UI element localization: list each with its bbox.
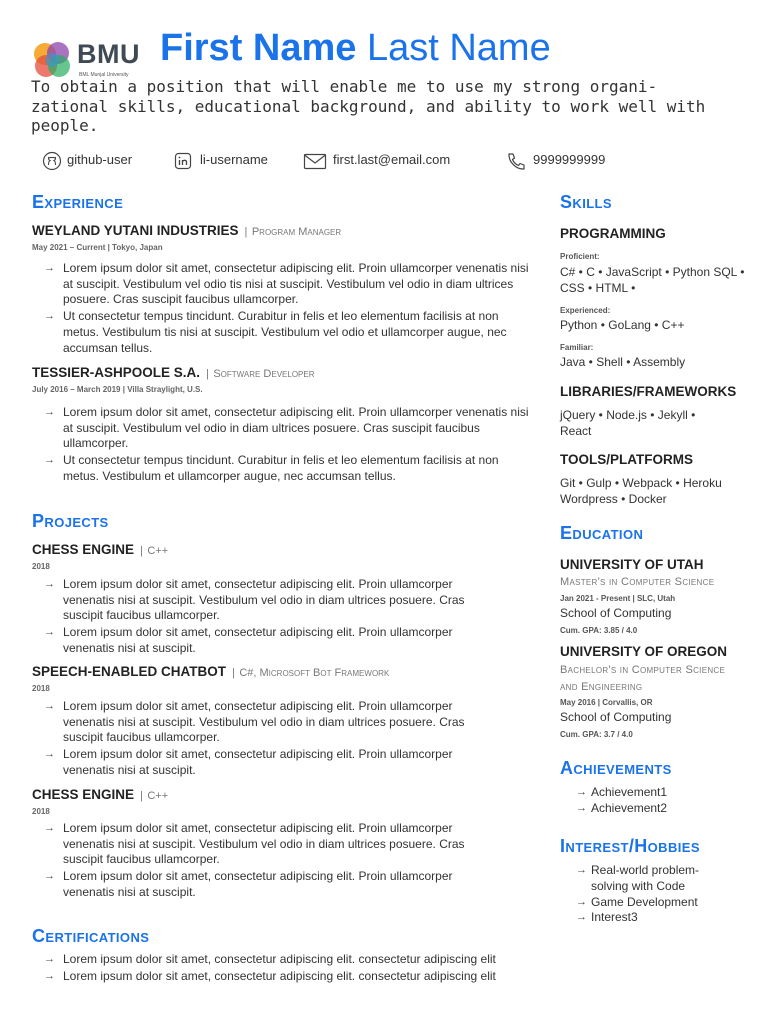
list-item: → Lorem ipsum dolor sit amet, consectetur adipiscing elit. Proin ullamcorper venenatis nisi at suscipit. Vestibulum vel odio tis nisi at suscipit. Vestibulum vel odio in diam ultrices posuere. Cras suscipit faucibus ullamcorper. [32, 261, 532, 308]
proficient-skills: C# • C • JavaScript • Python SQL • CSS • HTML • [560, 265, 745, 295]
experience-entry-1-dates-location: May 2021 – Current | Tokyo, Japan [32, 243, 163, 252]
first-name: First Name [160, 27, 357, 69]
project-1-bullets [32, 577, 502, 657]
project-name: CHESS ENGINE [32, 787, 135, 802]
phone-icon [505, 151, 527, 173]
libraries-skills: jQuery • Node.js • Jekyll • React [560, 408, 696, 438]
linkedin-username: li-username [200, 152, 268, 167]
list-item: → Lorem ipsum dolor sit amet, consectetur adipiscing elit. Proin ullamcorper venenatis nisi at suscipit. [32, 747, 502, 778]
tools-heading: TOOLS/PLATFORMS [560, 452, 693, 467]
tools-skills: Git • Gulp • Webpack • Heroku Wordpress • Docker [560, 476, 722, 506]
email-icon [303, 151, 327, 171]
college-name: School of Computing [560, 710, 672, 724]
github-icon [42, 151, 62, 171]
separator: | [140, 545, 143, 557]
candidate-name [160, 26, 551, 70]
job-title: Program Manager [251, 226, 342, 238]
achievements-heading: Achievements [560, 758, 672, 778]
logo-emblem-icon [32, 40, 72, 80]
list-item: → Lorem ipsum dolor sit amet, consectetur adipiscing elit. Proin ullamcorper venenatis nisi at suscipit. [32, 869, 502, 900]
list-item: → Lorem ipsum dolor sit amet, consectetur adipiscing elit. consectetur adipiscing elit [32, 969, 542, 985]
logo-text: BMU [77, 39, 140, 69]
objective-statement: To obtain a position that will enable me to use my strong organi- zational skills, educational background, and ability to work well with people. [31, 77, 706, 135]
project-name: CHESS ENGINE [32, 542, 135, 557]
employer-name: WEYLAND YUTANI INDUSTRIES [32, 223, 239, 238]
list-item: → Lorem ipsum dolor sit amet, consectetur adipiscing elit. Proin ullamcorper venenatis nisi at suscipit. Vestibulum vel odio in diam ultrices posuere. Cras suscipit faucibus ullamcorper. [32, 405, 532, 452]
experience-entry-2-dates-location: July 2016 – March 2019 | Villa Straylight, U.S. [32, 385, 203, 394]
interests-list [560, 863, 720, 926]
project-name: SPEECH-ENABLED CHATBOT [32, 664, 227, 679]
project-1-year: 2018 [32, 562, 50, 571]
list-item: → Ut consectetur tempus tincidunt. Curabitur in felis et leo elementum facilisis at non metus. Vestibulum tis nisi at suscipit. Vestibulum vel odio et ullamcorper augue, nec accumsan tellus. [32, 309, 532, 356]
project-tech: C++ [147, 790, 169, 802]
experience-heading: Experience [32, 192, 124, 212]
project-tech: C++ [147, 545, 169, 557]
employer-name: TESSIER-ASHPOOLE S.A. [32, 365, 201, 380]
experience-entry-2-bullets [32, 405, 532, 485]
list-item: → Achievement2 [560, 801, 750, 817]
proficient-label: Proficient: [560, 252, 600, 261]
list-item: → Lorem ipsum dolor sit amet, consectetur adipiscing elit. Proin ullamcorper venenatis nisi at suscipit. Vestibulum vel odio in diam ultrices posuere. Cras suscipit faucibus ullamcorper. [32, 577, 502, 624]
linkedin-icon [173, 151, 193, 171]
project-tech: C#, Microsoft Bot Framework [239, 667, 390, 679]
list-item: → Lorem ipsum dolor sit amet, consectetur adipiscing elit. Proin ullamcorper venenatis nisi at suscipit. [32, 625, 502, 656]
experience-entry-1-header [32, 222, 341, 240]
gpa: Cum. GPA: 3.85 / 4.0 [560, 626, 638, 635]
last-name: Last Name [366, 27, 551, 69]
project-3-bullets [32, 821, 502, 901]
separator: | [232, 667, 235, 679]
separator: | [206, 368, 209, 380]
university-logo [32, 38, 144, 82]
list-item: → Lorem ipsum dolor sit amet, consectetur adipiscing elit. Proin ullamcorper venenatis nisi at suscipit. Vestibulum vel odio in diam ultrices posuere. Cras suscipit faucibus ullamcorper. [32, 699, 502, 746]
experience-entry-2-header [32, 364, 315, 382]
project-2-year: 2018 [32, 684, 50, 693]
phone-number: 9999999999 [533, 152, 606, 167]
gpa: Cum. GPA: 3.7 / 4.0 [560, 730, 633, 739]
interests-heading: Interest/Hobbies [560, 836, 700, 856]
list-item: → Ut consectetur tempus tincidunt. Curabitur in felis et leo elementum facilisis at non metus. Vestibulum et ullamcorper augue, nec accumsan tellus. [32, 453, 532, 484]
achievements-list [560, 785, 750, 817]
project-3-header [32, 786, 168, 804]
education-dates-location: May 2016 | Corvallis, OR [560, 698, 653, 707]
github-username: github-user [67, 152, 133, 167]
certifications-list [32, 952, 542, 984]
project-3-year: 2018 [32, 807, 50, 816]
list-item: → Game Development [560, 895, 720, 911]
logo-subtext: BML Munjal University [79, 72, 129, 78]
education-dates-location: Jan 2021 - Present | SLC, Utah [560, 594, 676, 603]
list-item: → Achievement1 [560, 785, 750, 801]
degree: Master's in Computer Science [560, 576, 715, 588]
school-name: UNIVERSITY OF OREGON [560, 644, 728, 659]
list-item: → Interest3 [560, 910, 720, 926]
experienced-skills: Python • GoLang • C++ [560, 318, 685, 332]
list-item: → Lorem ipsum dolor sit amet, consectetur adipiscing elit. consectetur adipiscing elit [32, 952, 542, 968]
email-address: first.last@email.com [333, 152, 451, 167]
experienced-label: Experienced: [560, 306, 611, 315]
programming-heading: PROGRAMMING [560, 226, 666, 241]
skills-heading: Skills [560, 192, 612, 212]
job-title: Software Developer [213, 368, 315, 380]
familiar-label: Familiar: [560, 343, 594, 352]
certifications-heading: Certifications [32, 926, 150, 946]
experience-entry-1-bullets [32, 261, 532, 356]
project-2-header [32, 663, 389, 681]
project-2-bullets [32, 699, 502, 779]
college-name: School of Computing [560, 606, 672, 620]
education-heading: Education [560, 523, 644, 543]
familiar-skills: Java • Shell • Assembly [560, 355, 686, 369]
degree: Bachelor's in Computer Science and Engineering [560, 664, 726, 693]
separator: | [140, 790, 143, 802]
separator: | [244, 226, 248, 238]
libraries-heading: LIBRARIES/FRAMEWORKS [560, 384, 737, 399]
list-item: → Real-world problem-solving with Code [560, 863, 720, 895]
projects-heading: Projects [32, 511, 109, 531]
list-item: → Lorem ipsum dolor sit amet, consectetur adipiscing elit. Proin ullamcorper venenatis nisi at suscipit. Vestibulum vel odio in diam ultrices posuere. Cras suscipit faucibus ullamcorper. [32, 821, 502, 868]
school-name: UNIVERSITY OF UTAH [560, 557, 704, 572]
project-1-header [32, 541, 168, 559]
